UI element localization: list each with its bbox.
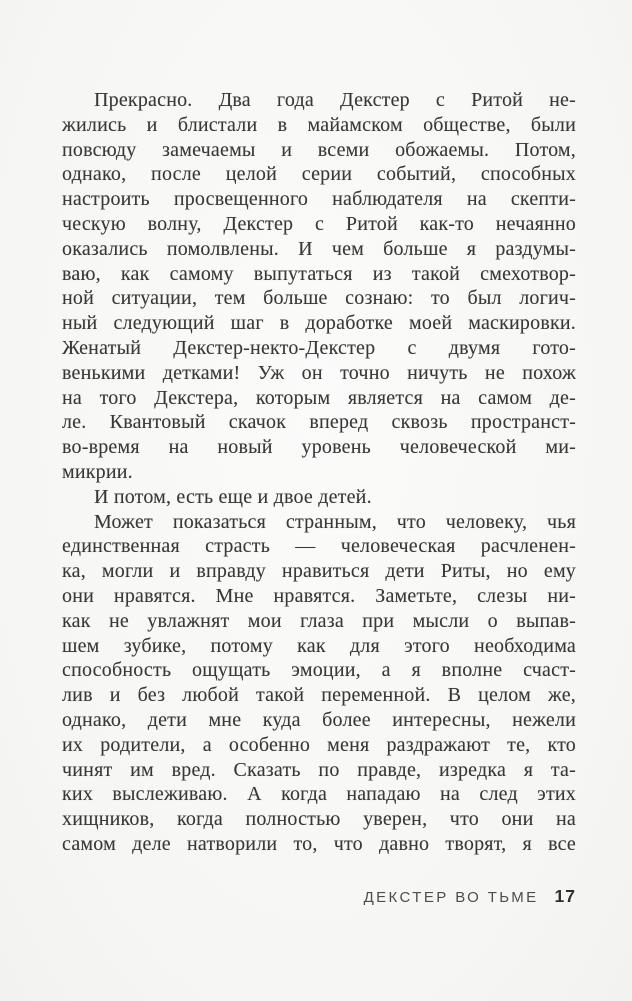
text-line: микрии.: [62, 460, 133, 483]
page-footer: [364, 886, 576, 907]
text-line: шем зубике, потому как для этого необходима: [62, 634, 576, 657]
text-line: хищников, когда полностью уверен, что они на: [62, 808, 576, 831]
text-line: способность ощущать эмоции, а я вполне счаст-: [62, 659, 576, 682]
text-line: однако, после целой серии событий, способных: [62, 163, 576, 186]
body-text: [62, 88, 576, 857]
text-line: во-время на новый уровень человеческой ми-: [62, 436, 576, 459]
text-line: повсюду замечаемы и всеми обожаемы. Потом,: [62, 138, 576, 161]
text-line: жились и блистали в майамском обществе, были: [62, 113, 576, 136]
text-line: И потом, есть еще и двое детей.: [94, 485, 372, 508]
text-line: ной ситуации, тем больше сознаю: то был логич-: [62, 287, 576, 310]
text-line: оказались помолвлены. И чем больше я раздумы-: [62, 237, 576, 260]
text-line: их родители, а особенно меня раздражают те, кто: [62, 733, 576, 756]
text-line: ческую волну, Декстер с Ритой как-то нечаянно: [62, 212, 576, 235]
text-line: как не увлажнят мои глаза при мысли о выпав-: [62, 609, 576, 632]
text-line: ле. Квантовый скачок вперед сквозь пространст-: [62, 411, 576, 434]
text-line: ких выслеживаю. А когда нападаю на след этих: [62, 783, 576, 806]
text-line: венькими детками! Уж он точно ничуть не похож: [62, 361, 576, 384]
running-title: ДЕКСТЕР ВО ТЬМЕ: [363, 889, 539, 906]
text-line: на того Декстера, которым является на самом де-: [62, 386, 576, 409]
text-line: однако, дети мне куда более интересны, нежели: [62, 708, 576, 731]
page-number: 17: [554, 886, 576, 906]
text-line: Может показаться странным, что человеку, чья: [94, 510, 576, 533]
text-line: они нравятся. Мне нравятся. Заметьте, слезы ни-: [62, 584, 576, 607]
text-line: Женатый Декстер-некто-Декстер с двумя гото-: [62, 336, 576, 359]
text-line: чинят им вред. Сказать по правде, изредка я та-: [62, 758, 576, 781]
text-line: ваю, как самому выпутаться из такой смехотвор-: [62, 262, 576, 285]
text-line: ка, могли и вправду нравиться дети Риты, но ему: [62, 560, 576, 583]
text-line: лив и без любой такой переменной. В целом же,: [62, 684, 576, 707]
text-line: самом деле натворили то, что давно творят, я все: [62, 832, 576, 855]
text-line: ный следующий шаг в доработке моей маскировки.: [62, 312, 576, 335]
text-line: Прекрасно. Два года Декстер с Ритой не-: [94, 89, 576, 111]
text-line: настроить просвещенного наблюдателя на скепти-: [62, 188, 576, 211]
text-line: единственная страсть — человеческая расчленен-: [62, 535, 576, 558]
